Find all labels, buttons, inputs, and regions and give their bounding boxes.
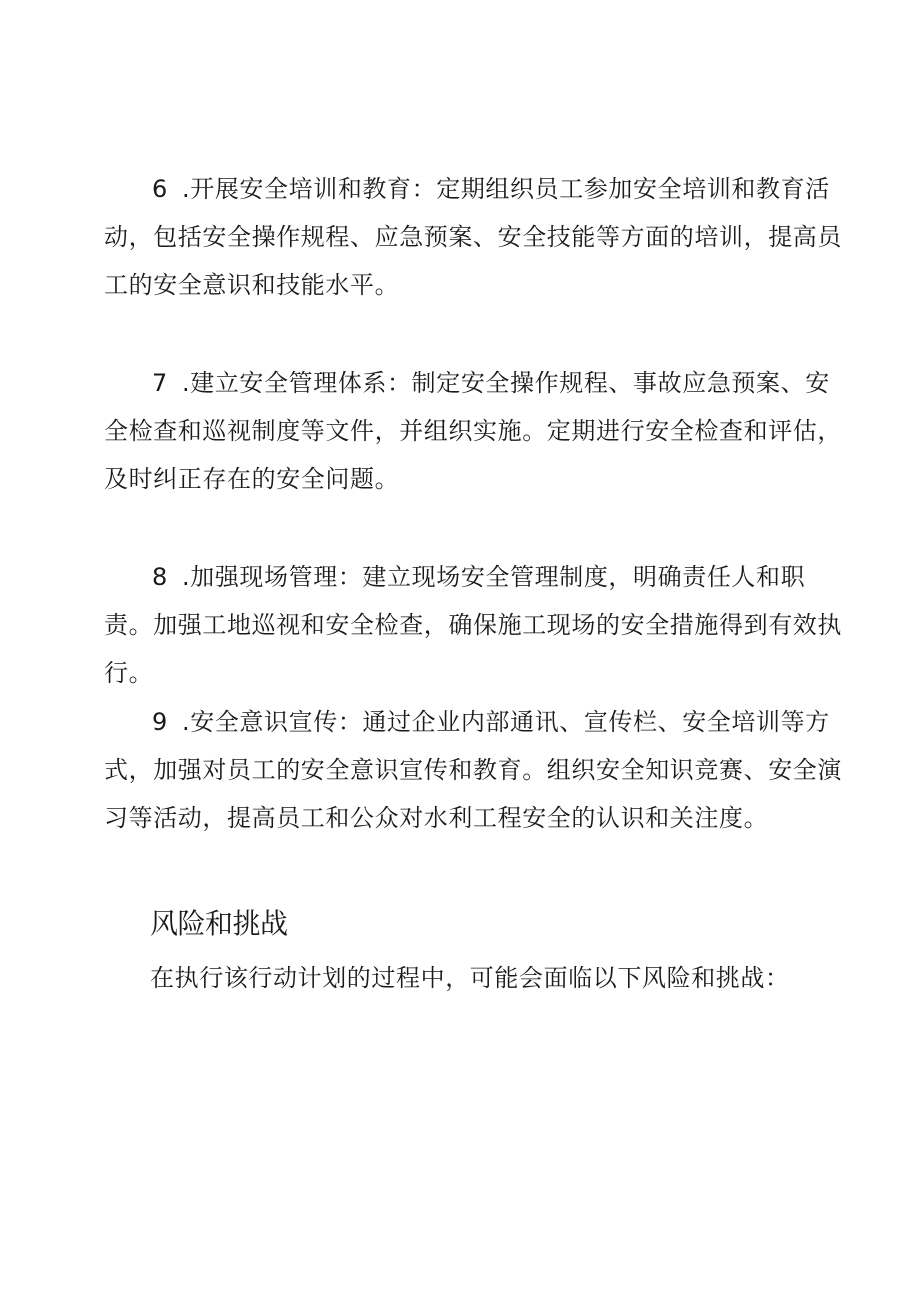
list-item: [104, 359, 844, 503]
section-heading: 风险和挑战: [150, 907, 288, 940]
item-number: 7: [152, 369, 168, 397]
item-text: .建立安全管理体系：制定安全操作规程、事故应急预案、安全检查和巡视制度等文件，并组织实施。定期进行安全检查和评估，及时纠正存在的安全问题。: [104, 369, 842, 493]
list-item: [104, 165, 844, 309]
item-text: .安全意识宣传：通过企业内部通讯、宣传栏、安全培训等方式，加强对员工的安全意识宣传和教育。组织安全知识竞赛、安全演习等活动，提高员工和公众对水利工程安全的认识和关注度。: [104, 708, 842, 832]
list-item: [104, 698, 844, 842]
item-number: 6: [152, 175, 168, 203]
item-number: 9: [152, 708, 168, 736]
item-number: 8: [152, 563, 168, 591]
list-item: [104, 553, 844, 697]
item-text: .开展安全培训和教育：定期组织员工参加安全培训和教育活动，包括安全操作规程、应急预案、安全技能等方面的培训，提高员工的安全意识和技能水平。: [104, 175, 842, 299]
section-intro: 在执行该行动计划的过程中，可能会面临以下风险和挑战：: [150, 964, 790, 992]
item-text: .加强现场管理：建立现场安全管理制度，明确责任人和职责。加强工地巡视和安全检查，确保施工现场的安全措施得到有效执行。: [104, 563, 842, 687]
